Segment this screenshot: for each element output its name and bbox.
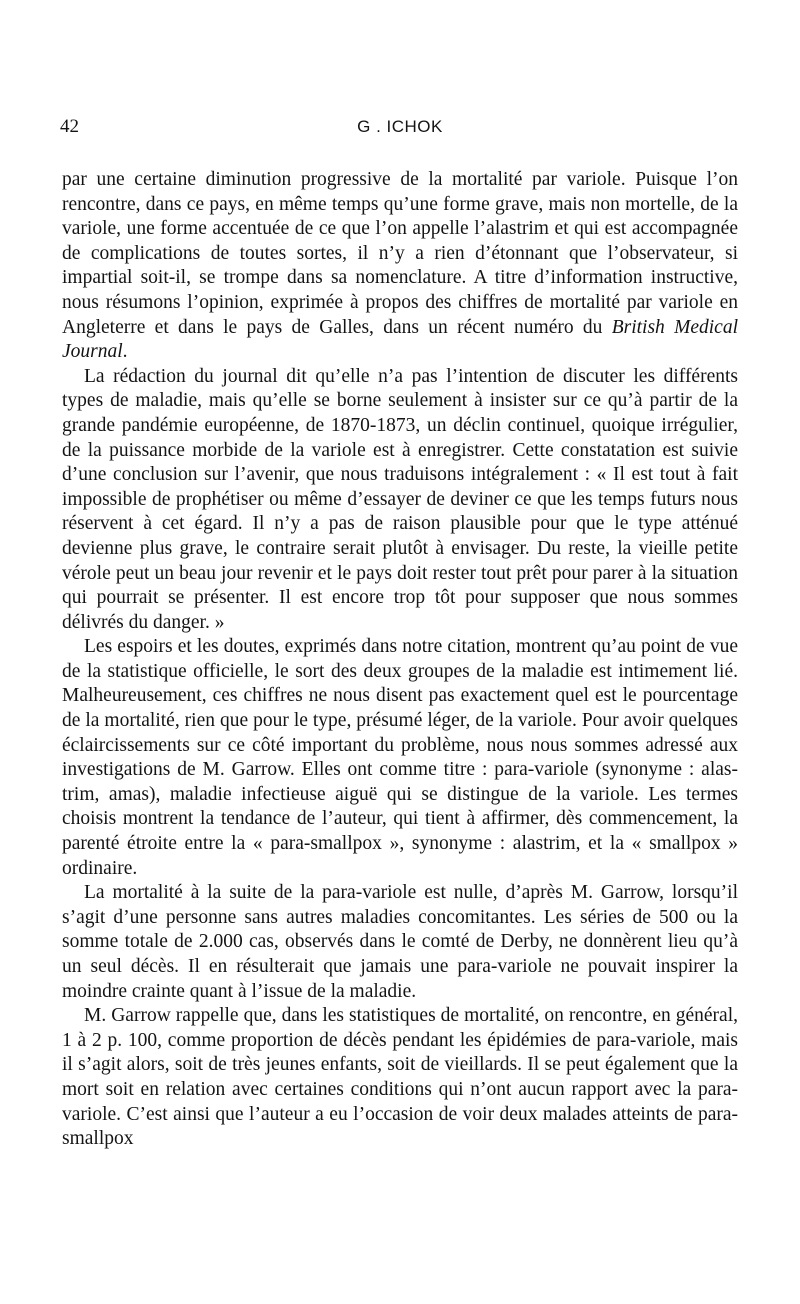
running-head: G . ICHOK [357,117,443,136]
paragraph-2: La rédaction du journal dit qu’elle n’a pas l’intention de discuter les différents types de maladie, mais qu’elle se borne seulement à insister sur ce qu’à partir de la grande pandémie européenne, de 1870-1873, un déclin continuel, quoique irrégulier, de la puissance morbide de la variole est à enregistrer. Cette constatation est suivie d’une conclusion sur l’avenir, que nous traduisons intégralement : « Il est tout à fait impossible de prophétiser ou même d’essayer de deviner ce que les temps futurs nous réservent à cet égard. Il n’y a pas de raison plausible pour que le type atténué devienne plus grave, le contraire serait plutôt à envisager. Du reste, la vieille petite vérole peut un beau jour revenir et le pays doit rester tout prêt pour parer à la situation qui pourrait se présenter. Il est encore trop tôt pour supposer que nous sommes délivrés du danger. » [62,365,738,633]
paragraph-5: M. Garrow rappelle que, dans les statistiques de mortalité, on rencontre, en général, 1 à 2 p. 100, comme proportion de décès pendant les épidémies de para-variole, mais il s’agit alors, soit de très jeunes enfants, soit de vieillards. Il se peut également que la mort soit en relation avec certaines conditions qui n’ont aucun rapport avec la para-variole. C’est ainsi que l’auteur a eu l’occasion de voir deux malades atteints de para-smallpox [62,1005,738,1150]
body-text [62,168,738,1152]
journal-title: British Medical Journal [62,316,739,363]
paragraph-1 [62,168,738,365]
page-header [60,116,740,146]
page-number: 42 [60,116,79,137]
paragraph-4: La mortalité à la suite de la para-variole est nulle, d’après M. Garrow, lorsqu’il s’agit d’une personne sans autres maladies concomitantes. Les séries de 500 ou la somme totale de 2.000 cas, observés dans le comté de Derby, ne donnèrent lieu qu’à un seul décès. Il en résulterait que jamais une para-variole ne pouvait inspirer la moindre crainte quant à l’issue de la maladie. [62,882,738,1002]
paragraph-1-end: . [122,341,128,363]
paragraph-3: Les espoirs et les doutes, exprimés dans notre citation, montrent qu’au point de vue de la statistique officielle, le sort des deux groupes de la maladie est intimement lié. Malheureusement, ces chiffres ne nous disent pas exactement quel est le pourcentage de la mortalité, rien que pour le type, présumé léger, de la variole. Pour avoir quelques éclaircissements sur ce côté important du problème, nous nous sommes adressé aux investigations de M. Garrow. Elles ont comme titre : para-variole (synonyme : alastrim, amas), maladie infectieuse aiguë qui se distingue de la variole. Les termes choisis montrent la tendance de l’auteur, qui tient à affirmer, dès commencement, la parenté étroite entre la « para-smallpox », synonyme : alastrim, et la « smallpox » ordinaire. [62,636,738,879]
paragraph-1-text: par une certaine diminution progressive de la mortalité par variole. Puisque l’on rencontre, dans ce pays, en même temps qu’une forme grave, mais non mortelle, de la variole, une forme accentuée de ce que l’on appelle l’alastrim et qui est accompagnée de complications de toutes sortes, il n’y a rien d’étonnant que l’observateur, si impartial soit-il, se trompe dans sa nomenclature. A titre d’information instructive, nous résumons l’opinion, exprimée à propos des chiffres de mortalité par variole en Angleterre et dans le pays de Galles, dans un récent numéro du [62,169,738,338]
